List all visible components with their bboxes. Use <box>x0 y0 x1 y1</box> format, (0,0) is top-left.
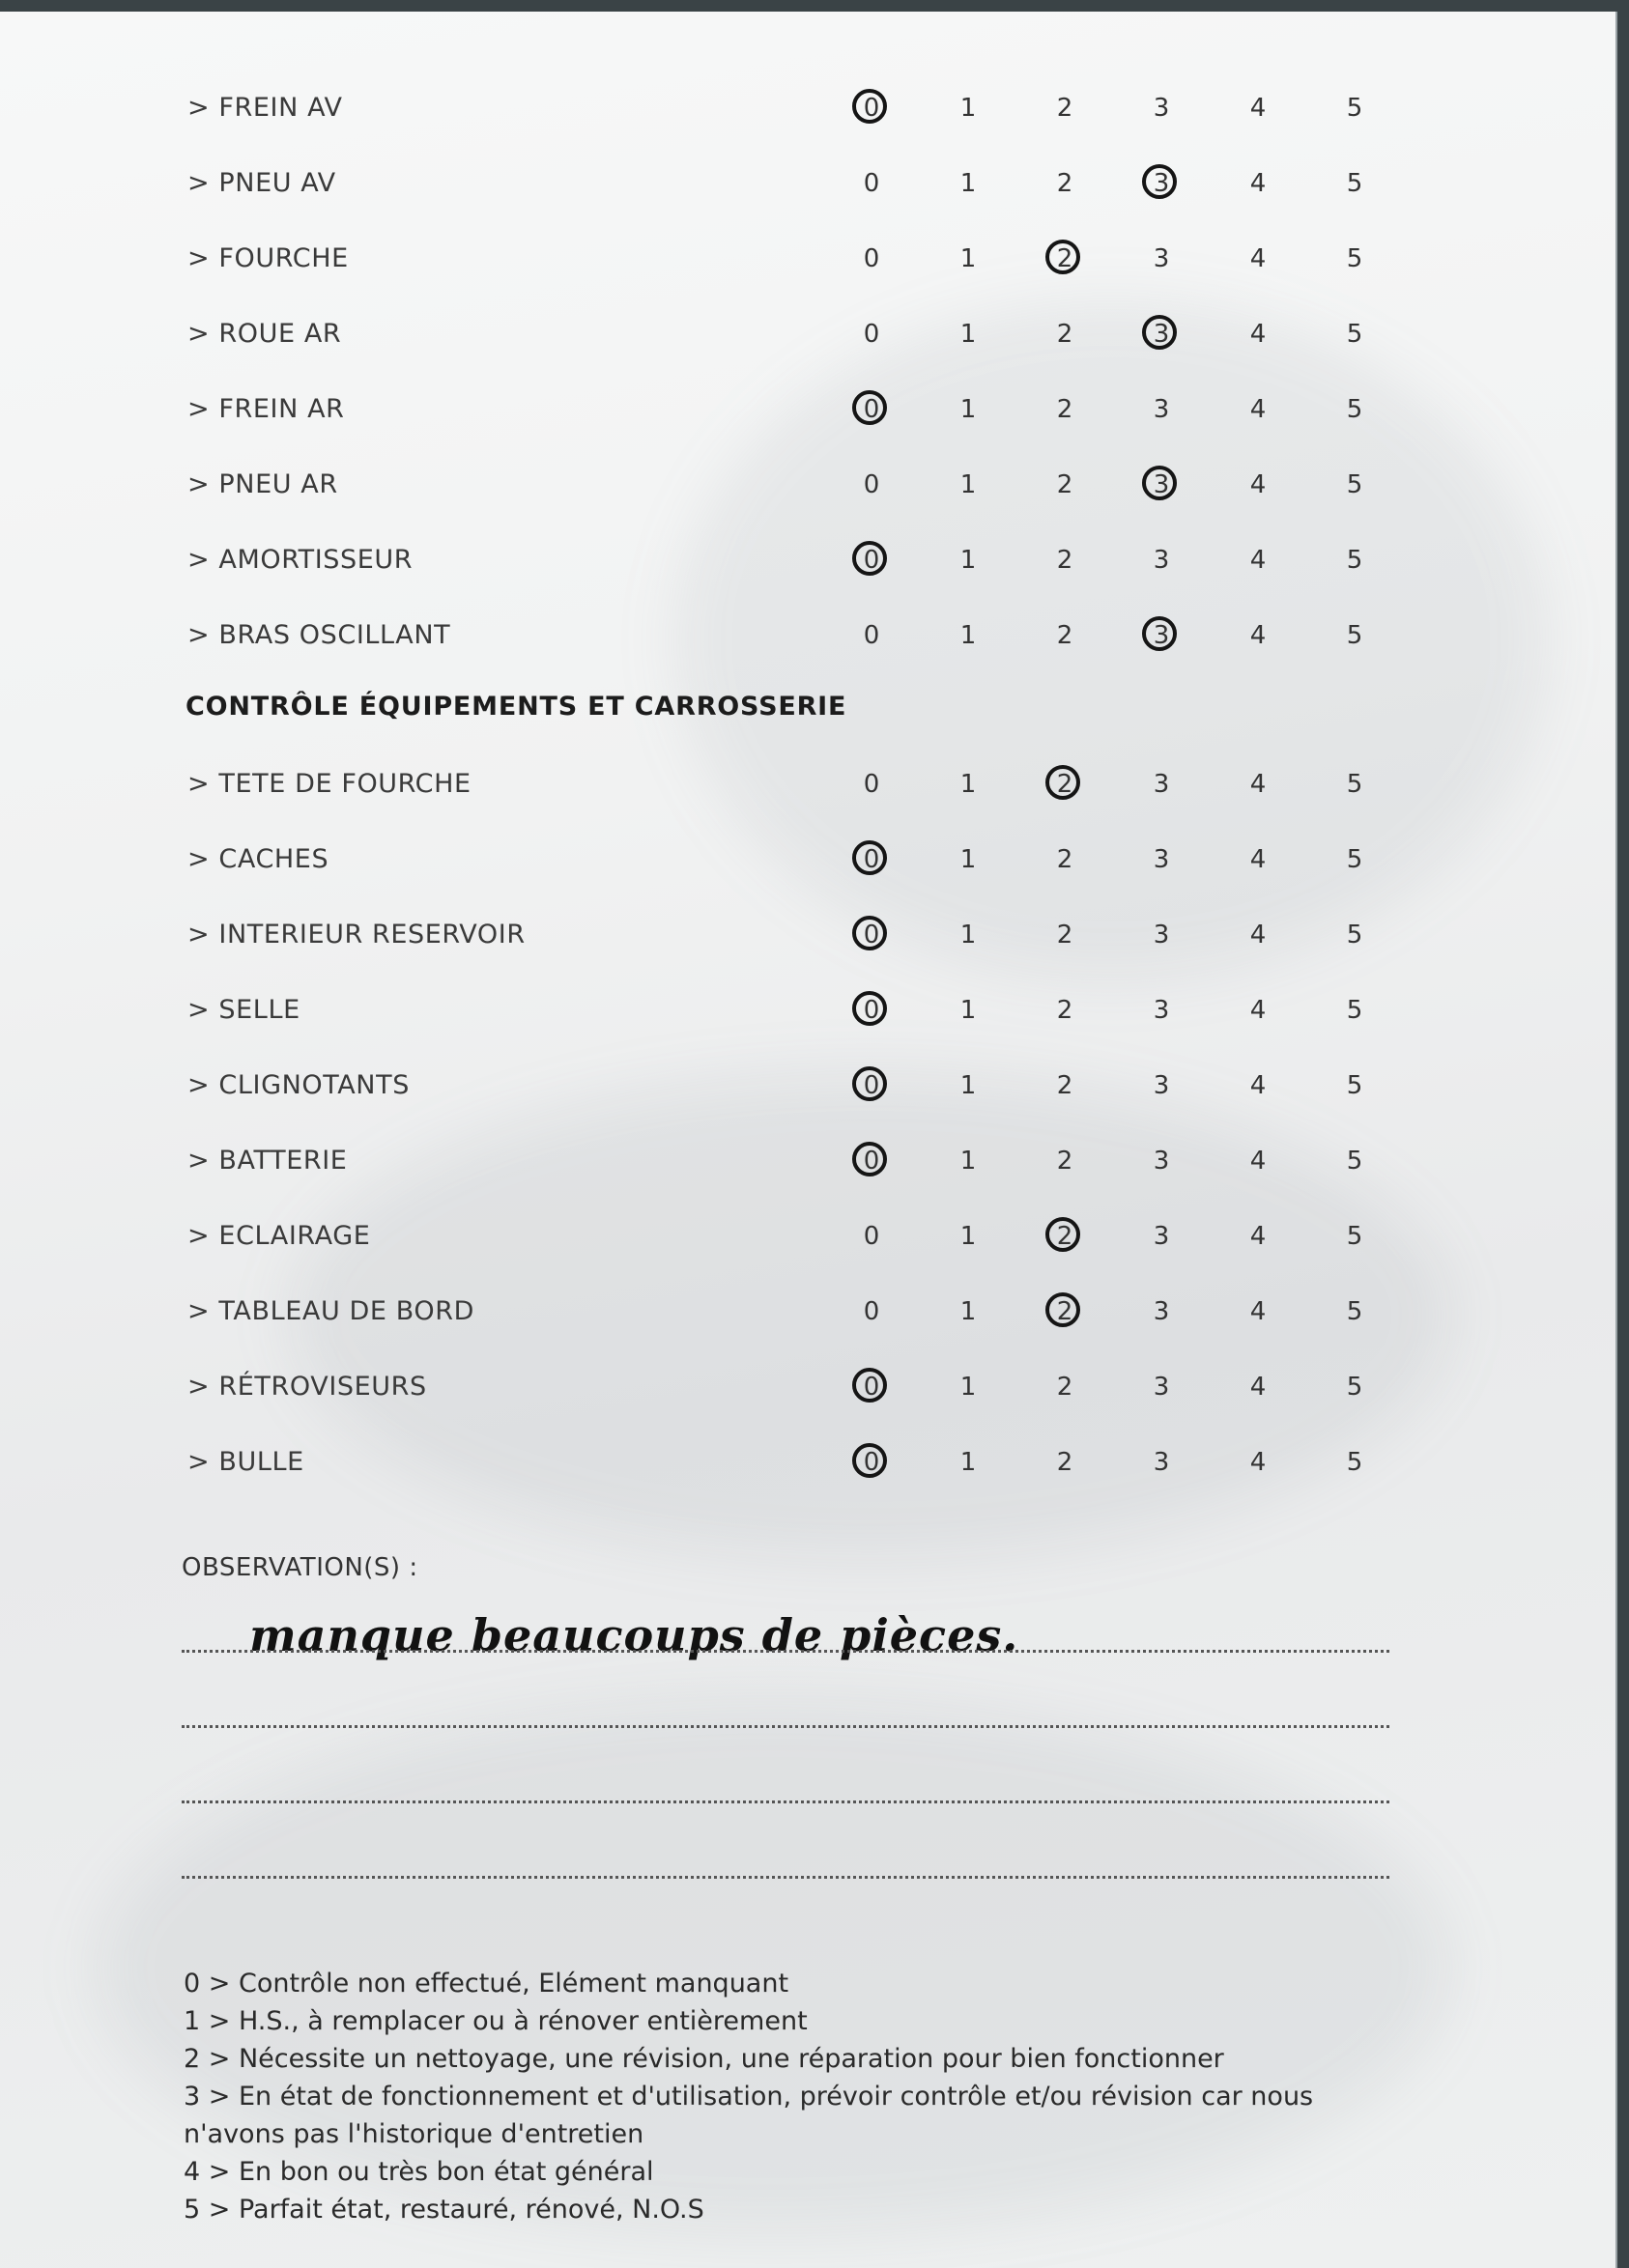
score-option: 1 <box>959 1147 977 1176</box>
score-option-circled: 2 <box>1041 1292 1089 1331</box>
score-option: 5 <box>1346 1147 1363 1176</box>
score-option-circled: 0 <box>847 541 896 580</box>
score-option: 0 <box>863 244 880 273</box>
score-option: 4 <box>1249 1373 1267 1402</box>
rating-row <box>0 89 1615 128</box>
score-option: 5 <box>1346 546 1363 575</box>
score-option: 1 <box>959 1373 977 1402</box>
rating-row <box>0 164 1615 203</box>
score-option: 3 <box>1153 921 1170 950</box>
score-option: 2 <box>1056 1071 1073 1100</box>
score-option: 5 <box>1346 1448 1363 1477</box>
score-option: 5 <box>1346 94 1363 123</box>
score-option: 4 <box>1249 1222 1267 1251</box>
score-option: 2 <box>1056 546 1073 575</box>
row-label: > FREIN AR <box>187 394 345 424</box>
score-option-circled: 3 <box>1137 164 1186 203</box>
row-label: > BATTERIE <box>187 1146 348 1176</box>
score-option: 2 <box>1056 395 1073 424</box>
observations-label: OBSERVATION(S) : <box>182 1553 418 1582</box>
rating-row <box>0 390 1615 429</box>
score-option: 2 <box>1056 996 1073 1025</box>
score-option: 3 <box>1153 244 1170 273</box>
score-option: 0 <box>863 470 880 499</box>
score-option: 4 <box>1249 770 1267 799</box>
row-label: > CACHES <box>187 844 329 874</box>
rating-row <box>0 1368 1615 1406</box>
score-option: 4 <box>1249 169 1267 198</box>
score-option: 2 <box>1056 320 1073 349</box>
score-option: 3 <box>1153 1373 1170 1402</box>
score-option: 3 <box>1153 395 1170 424</box>
score-option: 2 <box>1056 470 1073 499</box>
score-option: 4 <box>1249 1297 1267 1326</box>
score-option: 0 <box>863 320 880 349</box>
row-label: > PNEU AV <box>187 168 336 198</box>
rating-row <box>0 616 1615 655</box>
rating-row <box>0 916 1615 954</box>
score-option: 1 <box>959 546 977 575</box>
score-option: 4 <box>1249 470 1267 499</box>
score-option: 4 <box>1249 244 1267 273</box>
rating-row <box>0 1142 1615 1180</box>
rating-row <box>0 1292 1615 1331</box>
score-option: 5 <box>1346 320 1363 349</box>
rating-row <box>0 1217 1615 1256</box>
score-option-circled: 0 <box>847 390 896 429</box>
observation-line <box>182 1800 1389 1803</box>
legend-item: 1 > H.S., à remplacer ou à rénover entièrement <box>184 2006 808 2036</box>
score-option: 5 <box>1346 1071 1363 1100</box>
score-option-circled: 0 <box>847 1443 896 1482</box>
score-option: 2 <box>1056 921 1073 950</box>
score-option: 5 <box>1346 395 1363 424</box>
score-option: 2 <box>1056 1373 1073 1402</box>
score-option: 3 <box>1153 546 1170 575</box>
rating-legend <box>184 1965 1401 2228</box>
rating-row <box>0 1066 1615 1105</box>
rating-row <box>0 315 1615 354</box>
score-option: 2 <box>1056 845 1073 874</box>
rating-row <box>0 765 1615 804</box>
score-option: 1 <box>959 94 977 123</box>
score-option: 3 <box>1153 1222 1170 1251</box>
score-option: 5 <box>1346 996 1363 1025</box>
score-option: 1 <box>959 1448 977 1477</box>
score-option: 5 <box>1346 169 1363 198</box>
score-option: 1 <box>959 169 977 198</box>
score-option: 3 <box>1153 1147 1170 1176</box>
observations-handwritten-text: manque beaucoups de pièces. <box>249 1609 1019 1661</box>
row-label: > AMORTISSEUR <box>187 545 414 575</box>
score-option: 1 <box>959 621 977 650</box>
row-label: > INTERIEUR RESERVOIR <box>187 920 526 950</box>
legend-item: 2 > Nécessite un nettoyage, une révision, une réparation pour bien fonctionner <box>184 2044 1224 2074</box>
score-option: 5 <box>1346 1297 1363 1326</box>
row-label: > ROUE AR <box>187 319 342 349</box>
score-option: 3 <box>1153 770 1170 799</box>
row-label: > FOURCHE <box>187 243 349 273</box>
score-option: 4 <box>1249 1071 1267 1100</box>
score-option-circled: 0 <box>847 991 896 1030</box>
score-option-circled: 0 <box>847 1142 896 1180</box>
score-option-circled: 2 <box>1041 240 1089 278</box>
score-option-circled: 3 <box>1137 466 1186 504</box>
score-option: 4 <box>1249 996 1267 1025</box>
score-option: 4 <box>1249 1147 1267 1176</box>
observation-line <box>182 1650 1389 1653</box>
score-option: 1 <box>959 845 977 874</box>
score-option: 1 <box>959 996 977 1025</box>
score-option: 1 <box>959 470 977 499</box>
inspection-sheet <box>0 12 1617 2268</box>
score-option: 0 <box>863 770 880 799</box>
score-option: 5 <box>1346 244 1363 273</box>
score-option-circled: 3 <box>1137 315 1186 354</box>
row-label: > ECLAIRAGE <box>187 1221 371 1251</box>
observation-line <box>182 1725 1389 1728</box>
score-option: 2 <box>1056 94 1073 123</box>
row-label: > SELLE <box>187 995 300 1025</box>
score-option: 1 <box>959 320 977 349</box>
score-option: 4 <box>1249 320 1267 349</box>
score-option: 2 <box>1056 1448 1073 1477</box>
score-option: 5 <box>1346 770 1363 799</box>
section-title: CONTRÔLE ÉQUIPEMENTS ET CARROSSERIE <box>186 692 847 722</box>
row-label: > BRAS OSCILLANT <box>187 620 451 650</box>
score-option: 1 <box>959 244 977 273</box>
score-option: 5 <box>1346 845 1363 874</box>
score-option-circled: 0 <box>847 1066 896 1105</box>
rating-row <box>0 840 1615 879</box>
score-option: 2 <box>1056 621 1073 650</box>
legend-item: 5 > Parfait état, restauré, rénové, N.O.S <box>184 2195 704 2225</box>
observation-line <box>182 1876 1389 1879</box>
row-label: > RÉTROVISEURS <box>187 1372 427 1402</box>
legend-item: 0 > Contrôle non effectué, Elément manquant <box>184 1969 789 1999</box>
score-option: 1 <box>959 1297 977 1326</box>
score-option: 1 <box>959 395 977 424</box>
score-option-circled: 0 <box>847 916 896 954</box>
score-option: 5 <box>1346 1222 1363 1251</box>
score-option: 1 <box>959 921 977 950</box>
score-option-circled: 2 <box>1041 765 1089 804</box>
score-option: 3 <box>1153 1071 1170 1100</box>
score-option-circled: 2 <box>1041 1217 1089 1256</box>
score-option: 2 <box>1056 1147 1073 1176</box>
row-label: > FREIN AV <box>187 93 343 123</box>
rating-row <box>0 240 1615 278</box>
score-option: 4 <box>1249 621 1267 650</box>
score-option: 4 <box>1249 94 1267 123</box>
score-option: 1 <box>959 1222 977 1251</box>
score-option-circled: 0 <box>847 1368 896 1406</box>
score-option: 4 <box>1249 845 1267 874</box>
row-label: > TABLEAU DE BORD <box>187 1296 474 1326</box>
score-option: 1 <box>959 1071 977 1100</box>
row-label: > CLIGNOTANTS <box>187 1070 410 1100</box>
score-option-circled: 0 <box>847 89 896 128</box>
score-option: 0 <box>863 1222 880 1251</box>
score-option: 4 <box>1249 395 1267 424</box>
score-option: 0 <box>863 1297 880 1326</box>
score-option: 4 <box>1249 921 1267 950</box>
score-option: 0 <box>863 169 880 198</box>
score-option: 5 <box>1346 1373 1363 1402</box>
rating-row <box>0 991 1615 1030</box>
score-option: 0 <box>863 621 880 650</box>
score-option: 4 <box>1249 546 1267 575</box>
legend-item: 4 > En bon ou très bon état général <box>184 2157 654 2187</box>
score-option: 3 <box>1153 996 1170 1025</box>
score-option-circled: 0 <box>847 840 896 879</box>
score-option: 3 <box>1153 1297 1170 1326</box>
rating-row <box>0 1443 1615 1482</box>
score-option-circled: 3 <box>1137 616 1186 655</box>
score-option: 5 <box>1346 470 1363 499</box>
score-option: 4 <box>1249 1448 1267 1477</box>
row-label: > PNEU AR <box>187 469 338 499</box>
row-label: > TETE DE FOURCHE <box>187 769 472 799</box>
score-option: 1 <box>959 770 977 799</box>
score-option: 3 <box>1153 1448 1170 1477</box>
score-option: 5 <box>1346 921 1363 950</box>
score-option: 3 <box>1153 94 1170 123</box>
score-option: 5 <box>1346 621 1363 650</box>
score-option: 2 <box>1056 169 1073 198</box>
score-option: 3 <box>1153 845 1170 874</box>
rating-row <box>0 466 1615 504</box>
legend-item: 3 > En état de fonctionnement et d'utilisation, prévoir contrôle et/ou révision car nous n'avons pas l'historique d'entretien <box>184 2082 1314 2149</box>
rating-row <box>0 541 1615 580</box>
row-label: > BULLE <box>187 1447 304 1477</box>
